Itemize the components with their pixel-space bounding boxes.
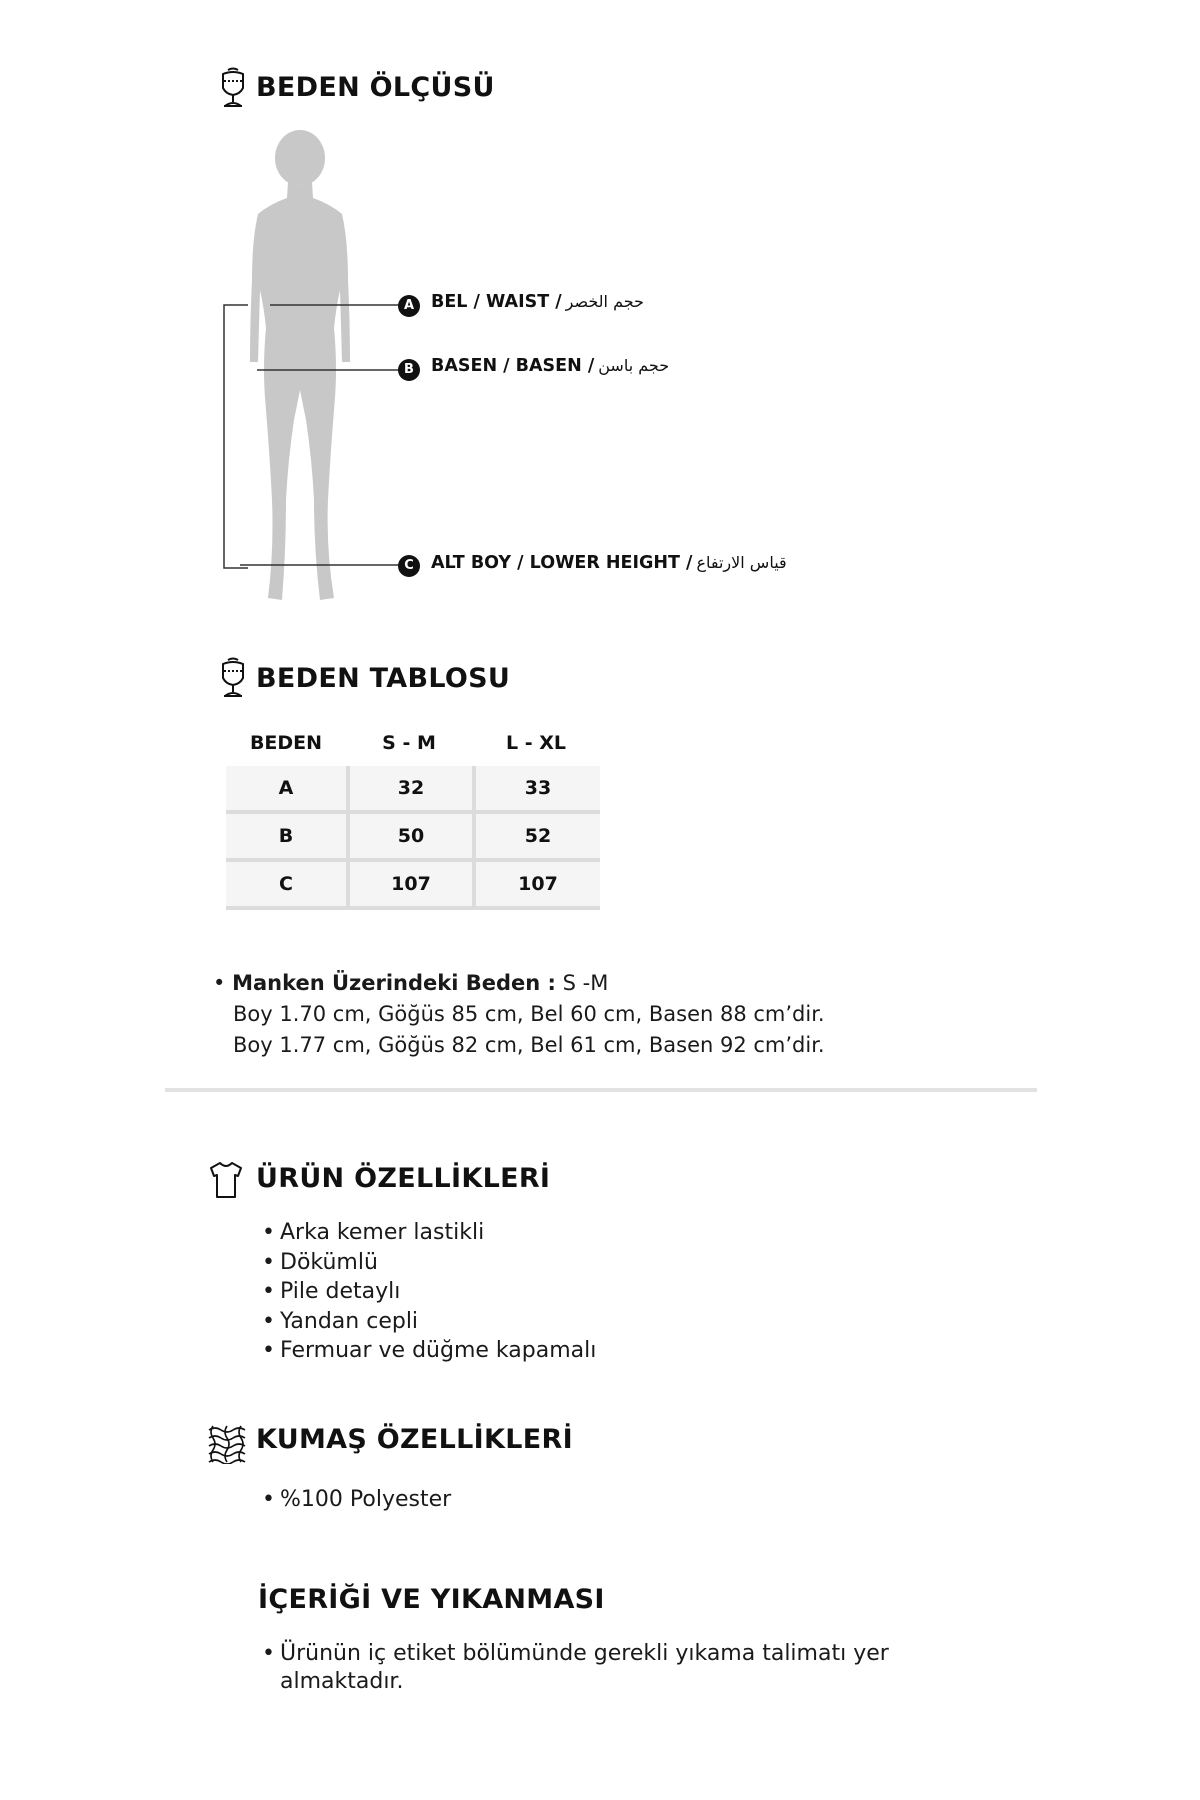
table-cell: C <box>226 862 346 910</box>
table-row <box>226 766 600 814</box>
size-table <box>226 720 600 910</box>
list-item: • Ürünün iç etiket bölümünde gerekli yıkama talimatı yer almaktadır. <box>262 1640 982 1696</box>
table-cell: 107 <box>346 862 472 910</box>
table-cell: 52 <box>472 814 600 862</box>
fabric-pattern-icon <box>207 1424 245 1468</box>
list-item: • Fermuar ve düğme kapamalı <box>262 1336 596 1366</box>
table-cell: B <box>226 814 346 862</box>
size-table-title: BEDEN TABLOSU <box>256 663 511 694</box>
badge-c: C <box>398 555 420 577</box>
care-title: İÇERİĞİ VE YIKANMASI <box>258 1584 605 1615</box>
measurement-label-b: BASEN / BASEN / حجم باسن <box>431 356 670 376</box>
mannequin-icon <box>214 66 252 110</box>
list-item: • Yandan cepli <box>262 1307 596 1337</box>
table-cell: 50 <box>346 814 472 862</box>
table-header: S - M <box>382 732 436 754</box>
measurement-label-a: BEL / WAIST / حجم الخصر <box>431 292 644 312</box>
height-bracket <box>224 305 248 568</box>
female-silhouette <box>250 130 350 600</box>
table-row <box>226 862 600 910</box>
product-features-list <box>262 1218 596 1366</box>
badge-a: A <box>398 295 420 317</box>
care-list <box>262 1640 982 1696</box>
table-cell: 107 <box>472 862 600 910</box>
tshirt-icon <box>207 1160 245 1204</box>
fabric-features-list <box>262 1485 451 1515</box>
table-cell: A <box>226 766 346 814</box>
section-divider <box>165 1088 1037 1092</box>
model-size-label: Manken Üzerindeki Beden : <box>232 971 556 995</box>
size-guide-title: BEDEN ÖLÇÜSÜ <box>256 72 495 103</box>
model-size-value: S -M <box>555 971 609 995</box>
list-item: • Pile detaylı <box>262 1277 596 1307</box>
fabric-features-title: KUMAŞ ÖZELLİKLERİ <box>256 1424 573 1455</box>
list-item: • Arka kemer lastikli <box>262 1218 596 1248</box>
table-header-row <box>226 720 600 766</box>
list-item: • Dökümlü <box>262 1248 596 1278</box>
table-cell: 32 <box>346 766 472 814</box>
model-info <box>213 968 825 1061</box>
mannequin-icon <box>214 656 252 700</box>
measurement-label-c: ALT BOY / LOWER HEIGHT / قياس الارتفاع <box>431 553 787 573</box>
list-item: • %100 Polyester <box>262 1485 451 1515</box>
table-row <box>226 814 600 862</box>
table-cell: 33 <box>472 766 600 814</box>
body-measurement-diagram <box>210 130 800 610</box>
product-features-title: ÜRÜN ÖZELLİKLERİ <box>256 1163 551 1194</box>
model-size-line: • Manken Üzerindeki Beden : S -M <box>213 971 609 995</box>
model-measurements-2: Boy 1.77 cm, Göğüs 82 cm, Bel 61 cm, Basen 92 cm’dir. <box>233 1033 825 1057</box>
model-measurements-1: Boy 1.70 cm, Göğüs 85 cm, Bel 60 cm, Basen 88 cm’dir. <box>233 1002 825 1026</box>
badge-b: B <box>398 359 420 381</box>
table-header: L - XL <box>506 732 566 754</box>
table-header: BEDEN <box>249 732 323 754</box>
